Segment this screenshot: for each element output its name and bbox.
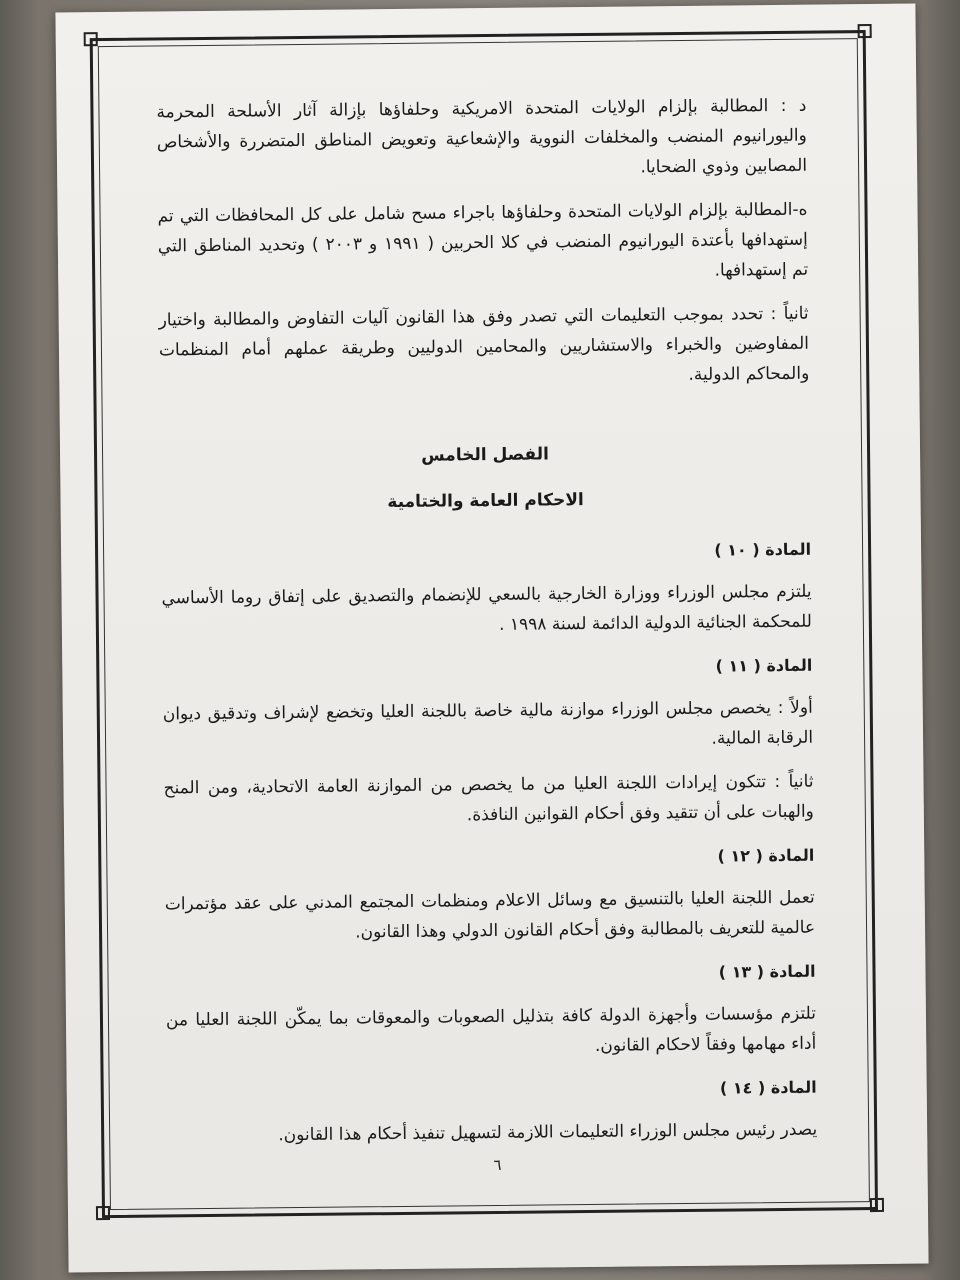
clause-second: ثانياً : تحدد بموجب التعليمات التي تصدر وفق هذا القانون آليات التفاوض والمطالبة واختيار المفاوضين والخبراء والاستشاريين والمحامين الدوليين وطريقة عملهم أمام المنظمات والمحاكم الدولية. — [158, 303, 810, 385]
article-14-title: المادة ( ١٤ ) — [719, 1077, 817, 1098]
article-10-text: يلتزم مجلس الوزراء ووزارة الخارجية بالسعي للإنضمام والتصديق على إتفاق روما الأساسي للمحكمة الجنائية الدولية الدائمة لسنة ١٩٩٨ . — [161, 581, 812, 635]
article-11-text-first: أولاً : يخصص مجلس الوزراء موازنة مالية خاصة باللجنة العليا وتخضع لإشراف وتدقيق ديوان الرقابة المالية. — [162, 697, 814, 749]
page-number: ٦ — [493, 1155, 502, 1175]
document-page — [55, 4, 928, 1273]
border-corner-ornament — [858, 24, 872, 38]
clause-d: د : المطالبة بإلزام الولايات المتحدة الامريكية وحلفاؤها بإزالة آثار الأسلحة المحرمة واليورانيوم المنضب والمخلفات النووية والإشعاعية وتعويض المناطق المتضررة والأشخاص المصابين وذوي الضحايا. — [156, 95, 808, 178]
clause-h: ه-المطالبة بإلزام الولايات المتحدة وحلفاؤها باجراء مسح شامل على كل المحافظات التي تم إستهدافها بأعتدة اليورانيوم المنضب في كلا الحربين ( ١٩٩١ و ٢٠٠٣ ) وتحديد المناطق التي تم إستهدافها. — [157, 199, 809, 281]
article-13-text: تلتزم مؤسسات وأجهزة الدولة كافة بتذليل الصعوبات والمعوقات بما يمكّن اللجنة العليا من أداء مهامها وفقاً لاحكام القانون. — [165, 1003, 817, 1056]
document-body — [156, 91, 817, 1166]
chapter-subtitle: الاحكام العامة والختامية — [387, 490, 584, 513]
article-11-text-second: ثانياً : تتكون إيرادات اللجنة العليا من ما يخصص من الموازنة العامة الاتحادية، ومن المنح والهبات على أن تتقيد وفق أحكام القوانين النافذة. — [163, 771, 814, 826]
border-corner-ornament — [84, 32, 98, 46]
border-corner-ornament — [96, 1206, 110, 1220]
border-corner-ornament — [870, 1198, 884, 1212]
article-14-text: يصدر رئيس مجلس الوزراء التعليمات اللازمة لتسهيل تنفيذ أحكام هذا القانون. — [278, 1119, 818, 1146]
article-10-title: المادة ( ١٠ ) — [714, 539, 812, 560]
article-12-title: المادة ( ١٢ ) — [717, 845, 815, 866]
article-11-title: المادة ( ١١ ) — [715, 655, 813, 676]
article-12-text: تعمل اللجنة العليا بالتنسيق مع وسائل الاعلام ومنظمات المجتمع المدني على عقد مؤتمرات عالمية للتعريف بالمطالبة وفق أحكام القانون الدولي وهذا القانون. — [164, 887, 816, 943]
chapter-title: الفصل الخامس — [421, 444, 550, 466]
article-13-title: المادة ( ١٣ ) — [718, 961, 816, 982]
